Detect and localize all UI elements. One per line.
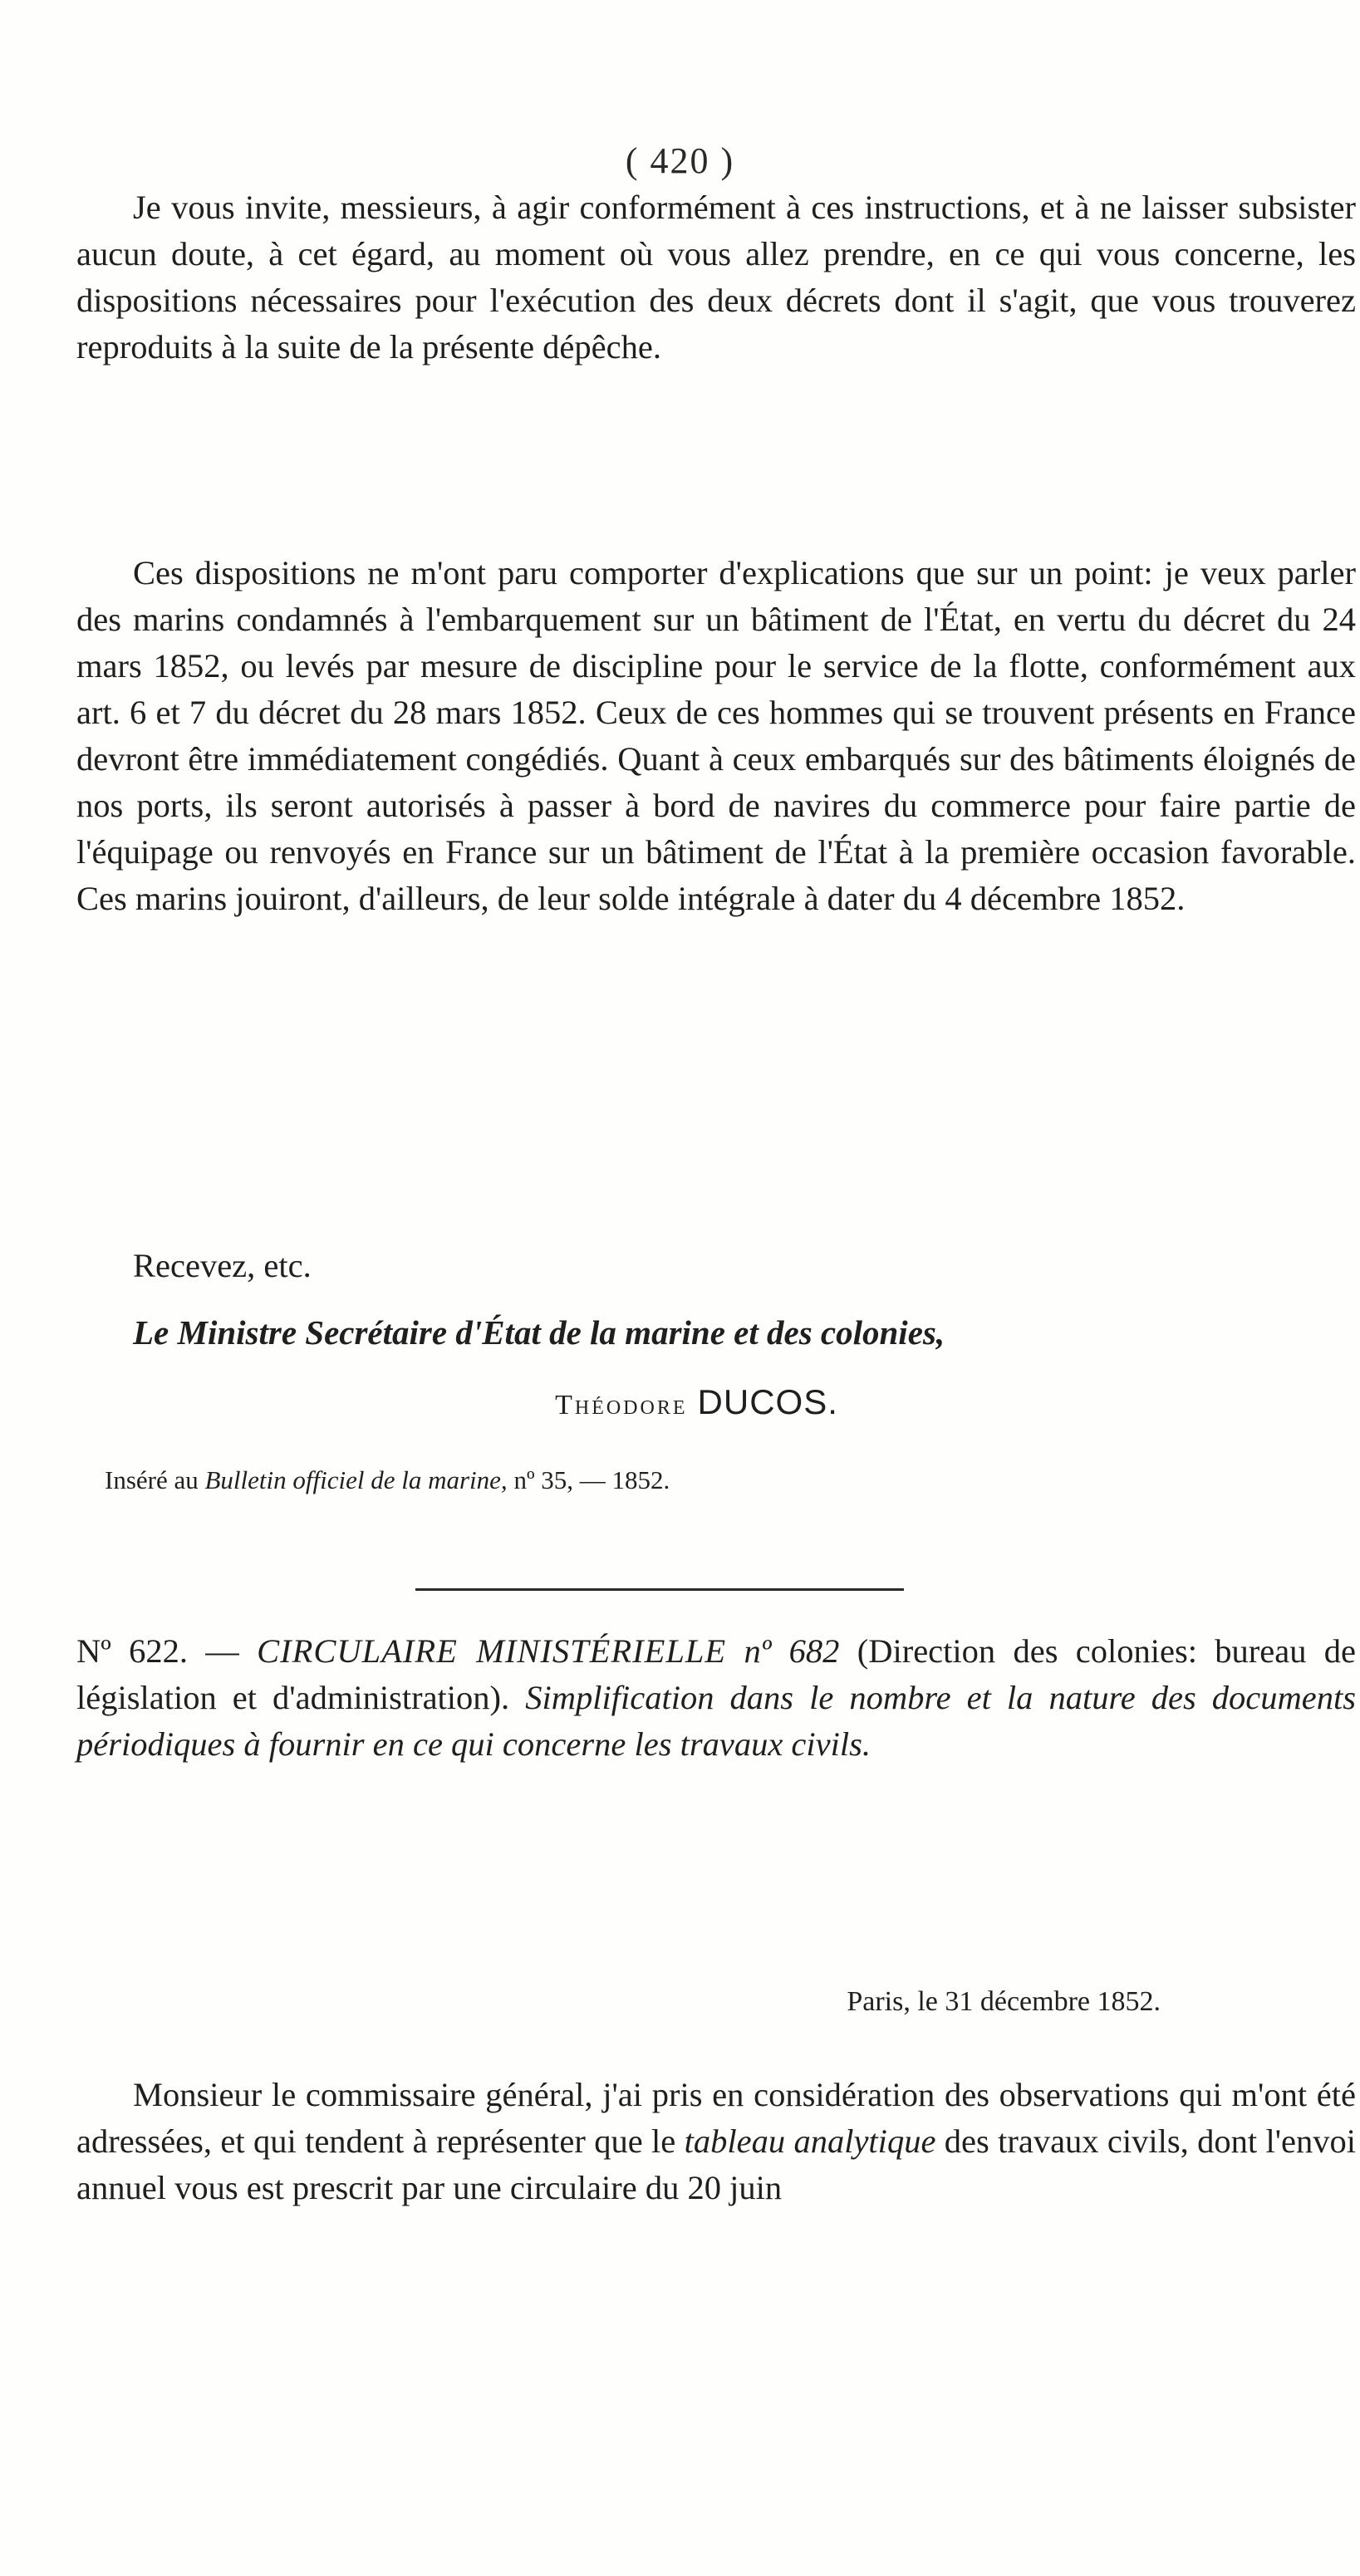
paragraph-dispositions — [76, 550, 1356, 922]
section-divider — [415, 1588, 904, 1591]
place-date: Paris, le 31 décembre 1852. — [847, 1986, 1161, 2017]
page-number: ( 420 ) — [625, 140, 735, 181]
minister-title: Le Ministre Secrétaire d'État de la marine et des colonies, — [133, 1313, 945, 1352]
circular-number: Nº 622. — — [76, 1632, 239, 1670]
paragraph-circular-body — [76, 2072, 1356, 2211]
body-italic-term: tableau analytique — [684, 2122, 936, 2160]
paragraph-text: Je vous invite, messieurs, à agir conformément à ces instructions, et à ne laisser subsister aucun doute, à cet égard, au moment où vous allez prendre, en ce qui vous concerne, les dispositions nécessaires pour l'exécution des deux décrets dont il s'agit, que vous trouverez reproduits à la suite de la présente dépêche. — [76, 189, 1356, 366]
insertion-bulletin: Bulletin officiel de la marine, — [204, 1465, 508, 1494]
body-text-before: Monsieur le commissaire général, j'ai pris en considération des observations qui m'ont été adressées, et qui tendent à représenter que le — [76, 2076, 1356, 2160]
circular-direction: (Direction des colonies: bureau de législation et d'administration). — [76, 1632, 1357, 1716]
paragraph-instructions — [76, 184, 1356, 370]
signature — [0, 1382, 1360, 1422]
signature-last-name: DUCOS. — [697, 1382, 838, 1421]
signature-first-name: Théodore — [555, 1390, 688, 1420]
circular-title: CIRCULAIRE MINISTÉRIELLE — [257, 1632, 727, 1670]
insertion-reference: nº 35, — 1852. — [513, 1465, 670, 1494]
closing-formula: Recevez, etc. — [133, 1247, 312, 1284]
paragraph-text: Ces dispositions ne m'ont paru comporter d'explications que sur un point: je veux parler des marins condamnés à l'embarquement sur un bâtiment de l'État, en vertu du décret du 24 mars 1852, ou levés par mesure de discipline pour le service de la flotte, conformément aux art. 6 et 7 du décret du 28 mars 1852. Ceux de ces hommes qui se trouvent présents en France devront être immédiatement congédiés. Quant à ceux embarqués sur des bâtiments éloignés de nos ports, ils seront autorisés à passer à bord de navires du commerce pour faire partie de l'équipage ou renvoyés en France sur un bâtiment de l'État à la première occasion favorable. Ces marins jouiront, d'ailleurs, de leur solde intégrale à dater du 4 décembre 1852. — [76, 554, 1356, 917]
circular-heading — [76, 1628, 1356, 1768]
insertion-prefix: Inséré au — [105, 1465, 199, 1494]
body-text-after: des travaux civils, dont l'envoi annuel vous est prescrit par une circulaire du 20 juin — [76, 2122, 1357, 2206]
circular-ref-number: nº 682 — [744, 1632, 840, 1670]
circular-subject: Simplification dans le nombre et la nature des documents périodiques à fournir en ce qui concerne les travaux civils. — [76, 1679, 1356, 1763]
insertion-note — [105, 1462, 670, 1499]
paragraph-text — [76, 2072, 1356, 2211]
